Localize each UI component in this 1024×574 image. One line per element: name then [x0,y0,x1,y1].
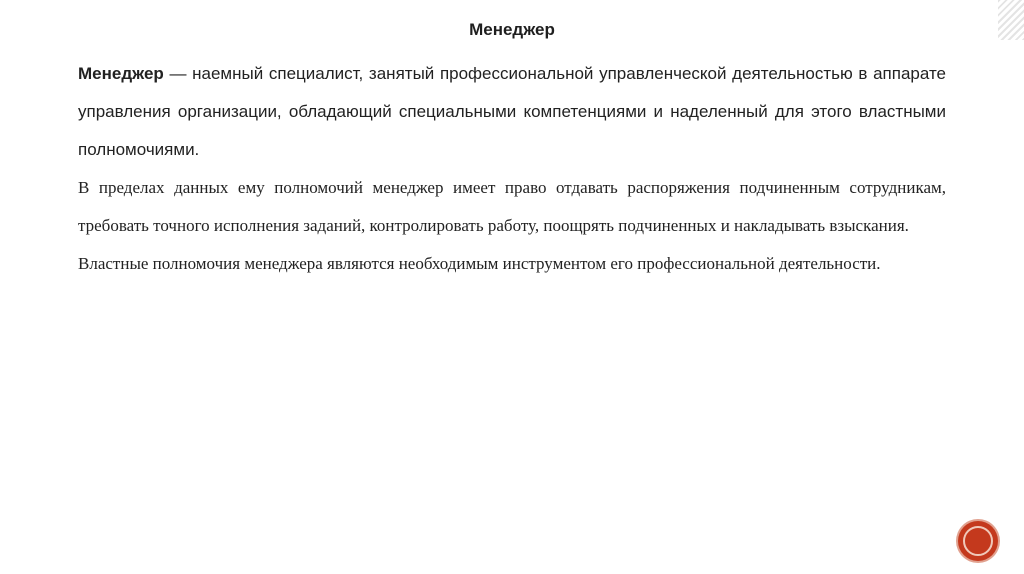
definition-paragraph [78,55,946,169]
definition-term: Менеджер [78,64,164,83]
conclusion-paragraph: Властные полномочия менеджера являются необходимым инструментом его профессиональной деятельности. [78,254,881,273]
definition-text: — наемный специалист, занятый профессиональной управленческой деятельностью в аппарате управления организации, обладающий специальными компетенциями и наделенный для этого властными полномочиями. [78,64,946,159]
authority-paragraph: В пределах данных ему полномочий менеджер имеет право отдавать распоряжения подчиненным сотрудникам, требовать точного исполнения заданий, контролировать работу, поощрять подчиненных и накладывать взыскания. [78,178,946,235]
slide-body [78,55,946,283]
circle-button-icon[interactable] [958,521,998,561]
slide-title: Менеджер [469,20,555,39]
